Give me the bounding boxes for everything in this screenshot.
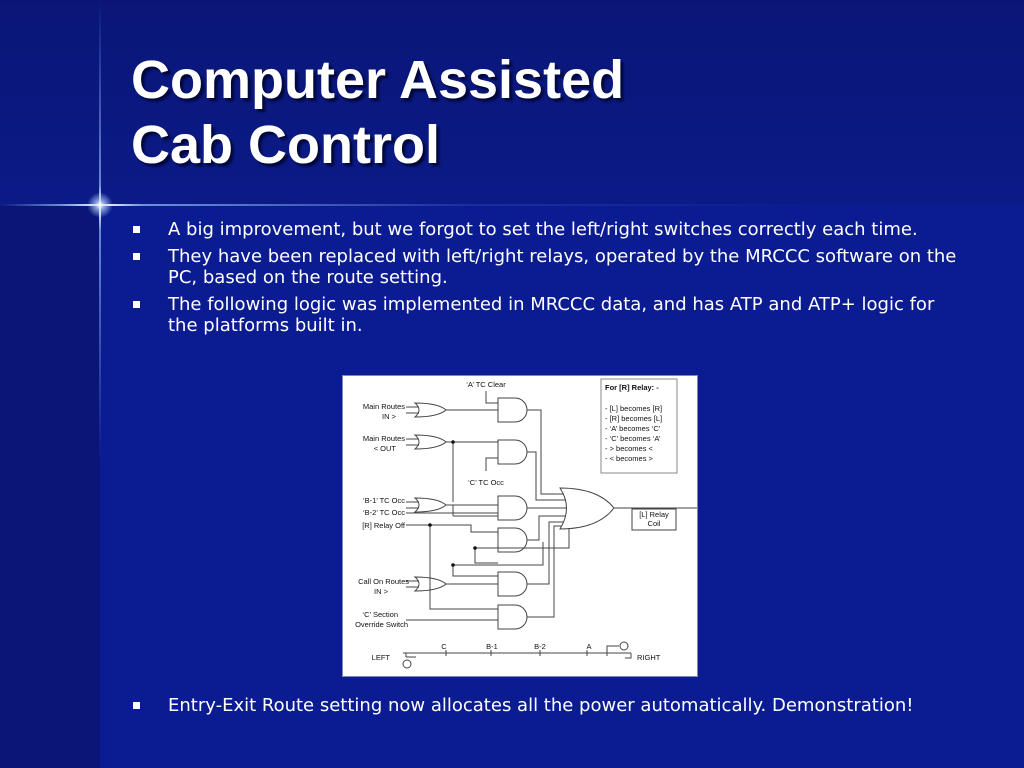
call-on-routes-label: Call On Routes [358,577,409,586]
call-on-routes-direction: IN > [374,587,388,596]
slide-title-line-2: Cab Control [131,115,440,175]
logic-diagram-svg [343,376,697,676]
track-section-b1: B-1 [486,642,498,651]
legend-item: - < becomes > [605,454,653,463]
decorative-vertical-line [99,0,101,768]
bullet-text: Entry-Exit Route setting now allocates all the power automatically. Demonstration! [168,695,914,716]
bullet-marker [133,301,140,308]
slide-title-line-1: Computer Assisted [131,50,625,110]
track-section-c: C [441,642,447,651]
relay-coil-label-line-2: Coil [647,519,661,528]
track-right-label: RIGHT [637,653,661,662]
legend-item: - [L] becomes [R] [605,404,663,413]
a-tc-clear-label: ‘A’ TC Clear [466,380,506,389]
or-gate [415,435,446,449]
main-routes-in-label: Main Routes [362,402,405,411]
main-routes-out-direction: < OUT [373,444,396,453]
or-gate [415,498,446,512]
and-gate [498,440,527,464]
and-gate [498,398,527,422]
b2-tc-occ-label: ‘B-2’ TC Occ [362,508,405,517]
bullet-list-top [131,219,961,342]
bullet-item [131,695,961,716]
and-gate [498,605,527,629]
left-terminal [403,660,411,668]
bullet-text: They have been replaced with left/right relays, operated by the MRCCC software on the PC, based on the route setting. [168,246,957,288]
bullet-text: A big improvement, but we forgot to set the left/right switches correctly each time. [168,219,918,240]
override-switch-label: Override Switch [355,620,408,629]
legend-item: - > becomes < [605,444,653,453]
track-left-label: LEFT [371,653,390,662]
legend-item: - ‘A’ becomes ‘C’ [605,424,661,433]
bullet-text: The following logic was implemented in MRCCC data, and has ATP and ATP+ logic for the platforms built in. [168,294,935,336]
legend-item: - ‘C’ becomes ‘A’ [605,434,661,443]
slide-title [131,48,624,178]
b1-tc-occ-label: ‘B-1’ TC Occ [362,496,405,505]
c-section-label: ‘C’ Section [362,610,398,619]
or-gate-main [560,488,614,529]
c-tc-occ-label: ‘C’ TC Occ [468,478,504,487]
right-terminal [620,642,628,650]
and-gate [498,572,527,596]
decorative-star-glow [87,192,113,218]
legend-title: For [R] Relay: - [605,383,659,392]
relay-coil-label: [L] Relay [639,510,669,519]
track-section-a: A [586,642,592,651]
bullet-item [131,219,961,240]
and-gate [498,496,527,520]
main-routes-out-label: Main Routes [362,434,405,443]
bullet-list-bottom [131,695,961,722]
logic-diagram [342,375,698,677]
decorative-horizontal-line [0,204,1024,206]
legend-item: - [R] becomes [L] [605,414,663,423]
bullet-item [131,246,961,288]
bullet-marker [133,226,140,233]
bullet-item [131,294,961,336]
track-terminals [403,642,628,668]
main-routes-in-direction: IN > [382,412,396,421]
or-gate [415,403,446,417]
r-relay-off-label: [R] Relay Off [362,521,405,530]
left-band [0,205,100,768]
bullet-marker [133,702,140,709]
track-section-b2: B-2 [534,642,546,651]
bullet-marker [133,253,140,260]
